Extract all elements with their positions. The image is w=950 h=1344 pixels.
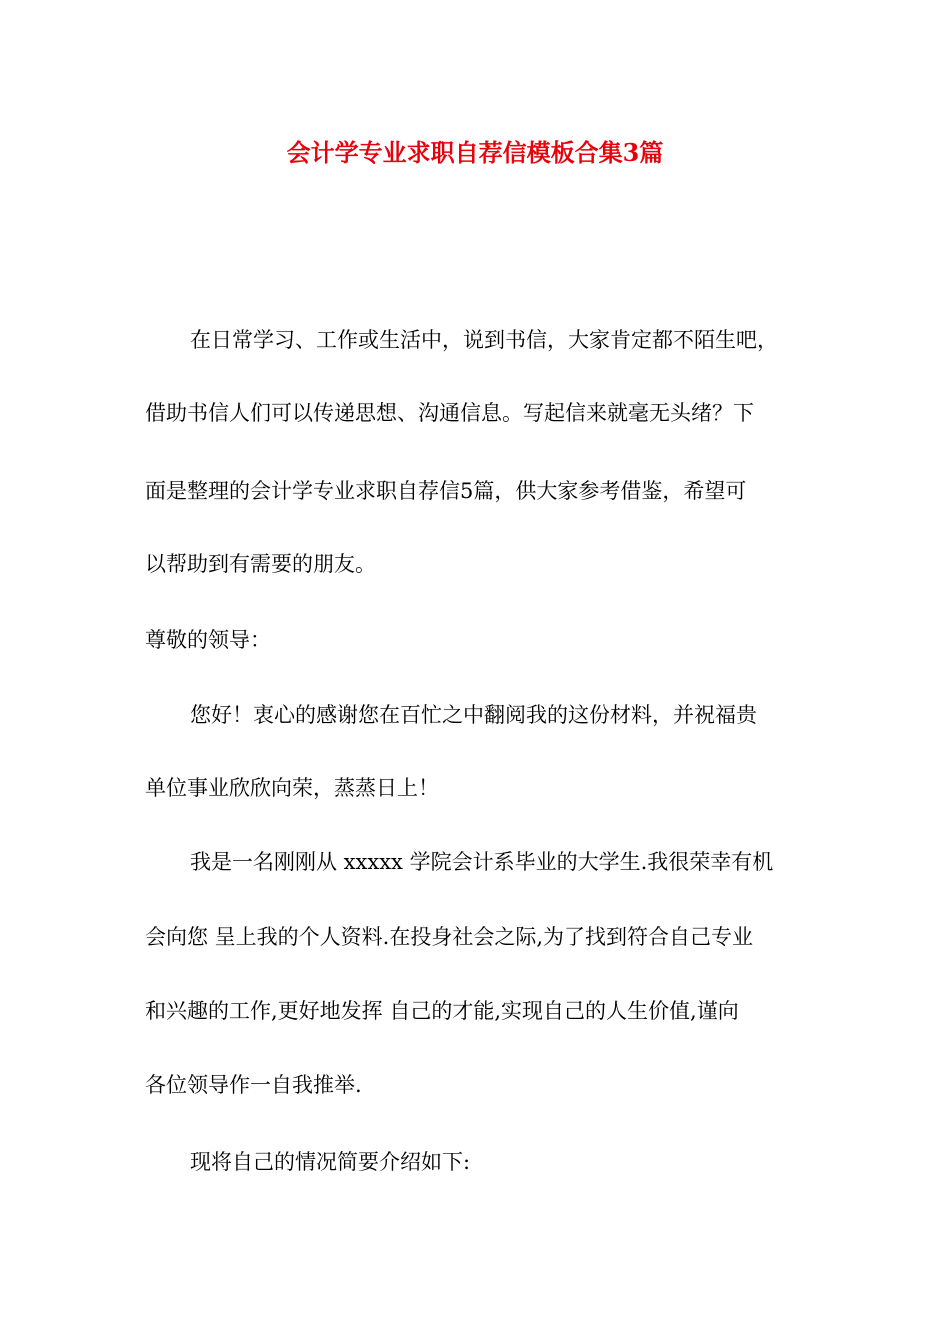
paragraph-line: 您好！衷心的感谢您在百忙之中翻阅我的这份材料，并祝福贵 — [190, 703, 757, 727]
paragraph-line: 现将自己的情况简要介绍如下: — [190, 1150, 471, 1174]
paragraph-line: 会向您 呈上我的个人资料.在投身社会之际,为了找到符合自己专业 — [145, 925, 754, 949]
paragraph-line: 我是一名刚刚从 xxxxx 学院会计系毕业的大学生.我很荣幸有机 — [190, 850, 774, 874]
paragraph-line: 单位事业欣欣向荣，蒸蒸日上！ — [145, 776, 439, 800]
paragraph-line: 在日常学习、工作或生活中，说到书信，大家肯定都不陌生吧， — [190, 328, 778, 352]
paragraph-line: 和兴趣的工作,更好地发挥 自己的才能,实现自己的人生价值,谨向 — [145, 999, 739, 1023]
paragraph-line: 借助书信人们可以传递思想、沟通信息。写起信来就毫无头绪？下 — [145, 401, 754, 425]
document-title: 会计学专业求职自荐信模板合集3篇 — [286, 138, 664, 167]
paragraph-line: 各位领导作一自我推举. — [145, 1073, 362, 1097]
salutation: 尊敬的领导： — [145, 628, 271, 652]
paragraph-line: 以帮助到有需要的朋友。 — [145, 552, 376, 576]
paragraph-line: 面是整理的会计学专业求职自荐信5篇，供大家参考借鉴，希望可 — [145, 479, 747, 503]
